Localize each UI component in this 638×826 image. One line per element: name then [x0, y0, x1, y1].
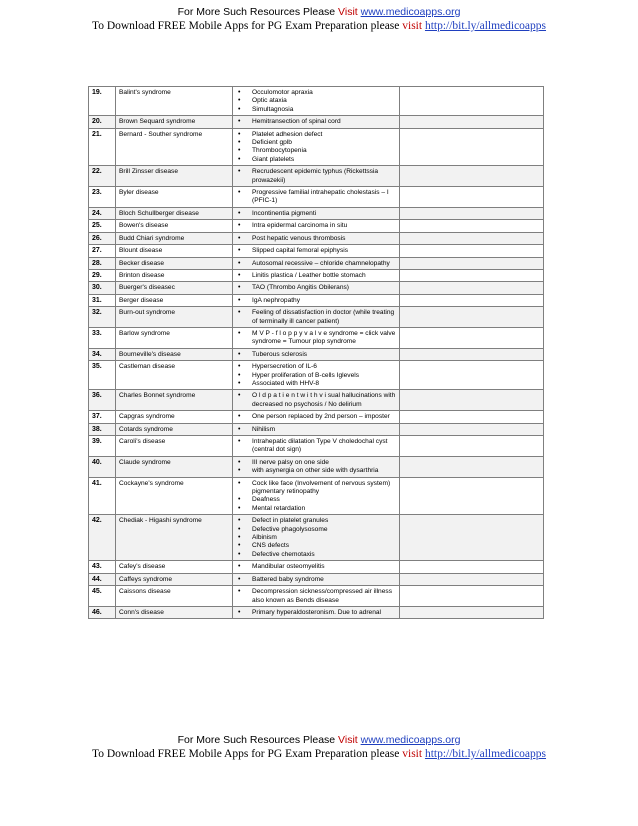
table-row: [89, 390, 544, 411]
table-row: [89, 87, 544, 116]
empty-cell: [400, 294, 544, 306]
bottom-banner: [0, 734, 638, 761]
empty-cell: [400, 307, 544, 328]
feature-item: • CNS defects: [236, 542, 396, 550]
feature-list-cell: [233, 187, 400, 208]
allmedicoapps-link[interactable]: http://bit.ly/allmedicoapps: [424, 20, 547, 32]
feature-list: [236, 609, 396, 617]
row-number: 40.: [89, 456, 116, 477]
feature-list-cell: [233, 423, 400, 435]
feature-item: • Mandibular osteomyelitis: [236, 563, 396, 571]
feature-list-cell: [233, 327, 400, 348]
feature-list-cell: [233, 586, 400, 607]
disease-name: Burn-out syndrome: [116, 307, 233, 328]
empty-cell: [400, 232, 544, 244]
feature-list: [236, 118, 396, 126]
disease-name: Castleman disease: [116, 361, 233, 390]
empty-cell: [400, 411, 544, 423]
row-number: 35.: [89, 361, 116, 390]
table-row: [89, 166, 544, 187]
feature-item: • M V P - f l o p p y v a l v e syndrome = click valve syndrome = Tumour plop syndrome: [236, 330, 396, 347]
feature-list-cell: [233, 307, 400, 328]
empty-cell: [400, 456, 544, 477]
row-number: 31.: [89, 294, 116, 306]
feature-item: • Hemitransection of spinal cord: [236, 118, 396, 126]
table-row: [89, 282, 544, 294]
disease-name: Berger disease: [116, 294, 233, 306]
disease-name: Caroli's disease: [116, 436, 233, 457]
feature-list-cell: [233, 436, 400, 457]
empty-cell: [400, 128, 544, 166]
disease-name: Capgras syndrome: [116, 411, 233, 423]
disease-name: Byler disease: [116, 187, 233, 208]
row-number: 27.: [89, 245, 116, 257]
feature-list: [236, 131, 396, 165]
feature-item: • Occulomotor apraxia: [236, 89, 396, 97]
feature-item: • Platelet adhesion defect: [236, 131, 396, 139]
resources-text: For More Such Resources Please: [177, 6, 339, 18]
table-row: [89, 361, 544, 390]
feature-list-cell: [233, 282, 400, 294]
medicoapps-link[interactable]: www.medicoapps.org: [360, 6, 461, 18]
table-row: [89, 327, 544, 348]
feature-item: • Linitis plastica / Leather bottle stomach: [236, 272, 396, 280]
empty-cell: [400, 515, 544, 561]
feature-item: • Progressive familial intrahepatic cholestasis – I (PFIC-1): [236, 189, 396, 206]
feature-item: • Hypersecretion of IL-6: [236, 363, 396, 371]
feature-item: • Autosomal recessive – chloride chamnelopathy: [236, 260, 396, 268]
table-row: [89, 348, 544, 360]
feature-item: • Defective chemotaxis: [236, 551, 396, 559]
table-row: [89, 606, 544, 618]
disease-name: Cockayne's syndrome: [116, 477, 233, 515]
row-number: 44.: [89, 573, 116, 585]
disease-name: Balint's syndrome: [116, 87, 233, 116]
empty-cell: [400, 282, 544, 294]
feature-list: [236, 330, 396, 347]
feature-list-cell: [233, 348, 400, 360]
empty-cell: [400, 257, 544, 269]
feature-list-cell: [233, 87, 400, 116]
row-number: 23.: [89, 187, 116, 208]
feature-item: • Intra epidermal carcinoma in situ: [236, 222, 396, 230]
disease-name: Buerger's diseasec: [116, 282, 233, 294]
empty-cell: [400, 187, 544, 208]
feature-list: [236, 563, 396, 571]
syndrome-table-body: [89, 87, 544, 619]
feature-item: • Thrombocytopenia: [236, 147, 396, 155]
feature-list: [236, 89, 396, 114]
feature-item: • Feeling of dissatisfaction in doctor (while treating of terminally ill cancer patient): [236, 309, 396, 326]
resources-line: [0, 6, 638, 19]
resources-text: For More Such Resources Please: [177, 734, 339, 746]
feature-item: • TAO (Thrombo Angitis Obilerans): [236, 284, 396, 292]
table-row: [89, 561, 544, 573]
table-row: [89, 456, 544, 477]
table-row: [89, 573, 544, 585]
empty-cell: [400, 606, 544, 618]
table-row: [89, 220, 544, 232]
feature-list: [236, 260, 396, 268]
row-number: 22.: [89, 166, 116, 187]
table-row: [89, 207, 544, 219]
top-banner: [0, 6, 638, 33]
feature-list: [236, 459, 396, 476]
feature-list-cell: [233, 257, 400, 269]
feature-list-cell: [233, 128, 400, 166]
feature-item: • One person replaced by 2nd person – imposter: [236, 413, 396, 421]
feature-list: [236, 363, 396, 388]
empty-cell: [400, 269, 544, 281]
disease-name: Conn's disease: [116, 606, 233, 618]
row-number: 19.: [89, 87, 116, 116]
row-number: 46.: [89, 606, 116, 618]
row-number: 41.: [89, 477, 116, 515]
table-row: [89, 411, 544, 423]
empty-cell: [400, 166, 544, 187]
empty-cell: [400, 207, 544, 219]
disease-name: Claude syndrome: [116, 456, 233, 477]
empty-cell: [400, 87, 544, 116]
empty-cell: [400, 573, 544, 585]
disease-name: Brill Zinsser disease: [116, 166, 233, 187]
feature-list-cell: [233, 220, 400, 232]
row-number: 30.: [89, 282, 116, 294]
download-text: To Download FREE Mobile Apps for PG Exam Preparation please: [91, 748, 403, 760]
feature-list: [236, 517, 396, 559]
feature-list-cell: [233, 207, 400, 219]
empty-cell: [400, 436, 544, 457]
row-number: 39.: [89, 436, 116, 457]
row-number: 45.: [89, 586, 116, 607]
feature-item: • Battered baby syndrome: [236, 576, 396, 584]
feature-item: • Albinism: [236, 534, 396, 542]
feature-item: • Hyper proliferation of B-cells Iglevels: [236, 372, 396, 380]
feature-list-cell: [233, 561, 400, 573]
empty-cell: [400, 561, 544, 573]
feature-list: [236, 588, 396, 605]
row-number: 33.: [89, 327, 116, 348]
empty-cell: [400, 361, 544, 390]
feature-item: • IgA nephropathy: [236, 297, 396, 305]
table-row: [89, 116, 544, 128]
visit-text: Visit: [338, 734, 358, 746]
feature-list: [236, 222, 396, 230]
feature-list: [236, 235, 396, 243]
feature-list: [236, 189, 396, 206]
feature-item: • III nerve palsy on one side: [236, 459, 396, 467]
feature-item: • Primary hyperaldosteronism. Due to adrenal: [236, 609, 396, 617]
row-number: 25.: [89, 220, 116, 232]
disease-name: Budd Chiari syndrome: [116, 232, 233, 244]
table-row: [89, 232, 544, 244]
feature-item: • with asynergia on other side with dysarthria: [236, 467, 396, 475]
disease-name: Brinton disease: [116, 269, 233, 281]
feature-list-cell: [233, 245, 400, 257]
disease-name: Chediak - Higashi syndrome: [116, 515, 233, 561]
medicoapps-link[interactable]: www.medicoapps.org: [360, 734, 461, 746]
feature-list: [236, 438, 396, 455]
table-row: [89, 436, 544, 457]
row-number: 34.: [89, 348, 116, 360]
table-row: [89, 245, 544, 257]
table-row: [89, 257, 544, 269]
empty-cell: [400, 423, 544, 435]
disease-name: Cafey's disease: [116, 561, 233, 573]
disease-name: Caffeys syndrome: [116, 573, 233, 585]
feature-item: • Cock like face (Involvement of nervous system) pigmentary retinopathy: [236, 480, 396, 497]
feature-list-cell: [233, 573, 400, 585]
download-line: [0, 747, 638, 761]
disease-name: Caissons disease: [116, 586, 233, 607]
feature-item: • Giant platelets: [236, 156, 396, 164]
feature-item: • Optic ataxia: [236, 97, 396, 105]
feature-list-cell: [233, 232, 400, 244]
feature-list: [236, 480, 396, 514]
feature-list: [236, 247, 396, 255]
feature-item: • Deficient gplb: [236, 139, 396, 147]
table-row: [89, 586, 544, 607]
feature-list: [236, 351, 396, 359]
visit-text: Visit: [338, 6, 358, 18]
disease-name: Bourneville's disease: [116, 348, 233, 360]
feature-list-cell: [233, 294, 400, 306]
disease-name: Bloch Schullberger disease: [116, 207, 233, 219]
feature-list-cell: [233, 390, 400, 411]
download-text: To Download FREE Mobile Apps for PG Exam Preparation please: [91, 20, 403, 32]
feature-list: [236, 284, 396, 292]
feature-item: • Mental retardation: [236, 505, 396, 513]
empty-cell: [400, 327, 544, 348]
empty-cell: [400, 245, 544, 257]
feature-item: • Incontinentia pigmenti: [236, 210, 396, 218]
disease-name: Bernard - Souther syndrome: [116, 128, 233, 166]
table-row: [89, 294, 544, 306]
disease-name: Charles Bonnet syndrome: [116, 390, 233, 411]
empty-cell: [400, 220, 544, 232]
feature-list-cell: [233, 606, 400, 618]
empty-cell: [400, 116, 544, 128]
row-number: 38.: [89, 423, 116, 435]
empty-cell: [400, 390, 544, 411]
feature-list-cell: [233, 477, 400, 515]
feature-list: [236, 309, 396, 326]
table-row: [89, 128, 544, 166]
table-row: [89, 269, 544, 281]
feature-list-cell: [233, 361, 400, 390]
feature-item: • Recrudescent epidemic typhus (Rickettssia prowazekii): [236, 168, 396, 185]
resources-line: [0, 734, 638, 747]
table-row: [89, 423, 544, 435]
feature-list: [236, 210, 396, 218]
empty-cell: [400, 348, 544, 360]
feature-item: • Associated with HHV-8: [236, 380, 396, 388]
visit-text: visit: [402, 748, 423, 760]
disease-name: Cotards syndrome: [116, 423, 233, 435]
feature-item: • Intrahepatic dilatation Type V choledochal cyst (central dot sign): [236, 438, 396, 455]
feature-item: • Decompression sickness/compressed air illness also known as Bends disease: [236, 588, 396, 605]
feature-list-cell: [233, 166, 400, 187]
allmedicoapps-link[interactable]: http://bit.ly/allmedicoapps: [424, 748, 547, 760]
row-number: 43.: [89, 561, 116, 573]
feature-list-cell: [233, 116, 400, 128]
feature-item: • Post hepatic venous thrombosis: [236, 235, 396, 243]
row-number: 37.: [89, 411, 116, 423]
table-row: [89, 515, 544, 561]
row-number: 36.: [89, 390, 116, 411]
feature-list: [236, 297, 396, 305]
syndrome-table: [88, 86, 544, 619]
feature-list-cell: [233, 515, 400, 561]
row-number: 42.: [89, 515, 116, 561]
table-row: [89, 477, 544, 515]
feature-item: • Slipped capital femoral epiphysis: [236, 247, 396, 255]
disease-name: Barlow syndrome: [116, 327, 233, 348]
feature-item: • Deafness: [236, 496, 396, 504]
row-number: 24.: [89, 207, 116, 219]
row-number: 26.: [89, 232, 116, 244]
feature-item: • Tuberous sclerosis: [236, 351, 396, 359]
feature-item: • O l d p a t i e n t w i t h v i sual hallucinations with decreased no psychosis / No delirium: [236, 392, 396, 409]
row-number: 29.: [89, 269, 116, 281]
feature-item: • Nihilism: [236, 426, 396, 434]
table-row: [89, 307, 544, 328]
row-number: 28.: [89, 257, 116, 269]
disease-name: Becker disease: [116, 257, 233, 269]
visit-text: visit: [402, 20, 423, 32]
feature-list-cell: [233, 269, 400, 281]
disease-name: Brown Sequard syndrome: [116, 116, 233, 128]
disease-name: Blount disease: [116, 245, 233, 257]
feature-item: • Defective phagolysosome: [236, 526, 396, 534]
disease-name: Bowen's disease: [116, 220, 233, 232]
feature-list-cell: [233, 411, 400, 423]
download-line: [0, 19, 638, 33]
row-number: 20.: [89, 116, 116, 128]
feature-list: [236, 272, 396, 280]
feature-list: [236, 426, 396, 434]
table-row: [89, 187, 544, 208]
feature-item: • Simultagnosia: [236, 106, 396, 114]
feature-list: [236, 168, 396, 185]
empty-cell: [400, 586, 544, 607]
empty-cell: [400, 477, 544, 515]
feature-list: [236, 392, 396, 409]
feature-list: [236, 576, 396, 584]
feature-list-cell: [233, 456, 400, 477]
row-number: 21.: [89, 128, 116, 166]
row-number: 32.: [89, 307, 116, 328]
feature-list: [236, 413, 396, 421]
feature-item: • Defect in platelet granules: [236, 517, 396, 525]
